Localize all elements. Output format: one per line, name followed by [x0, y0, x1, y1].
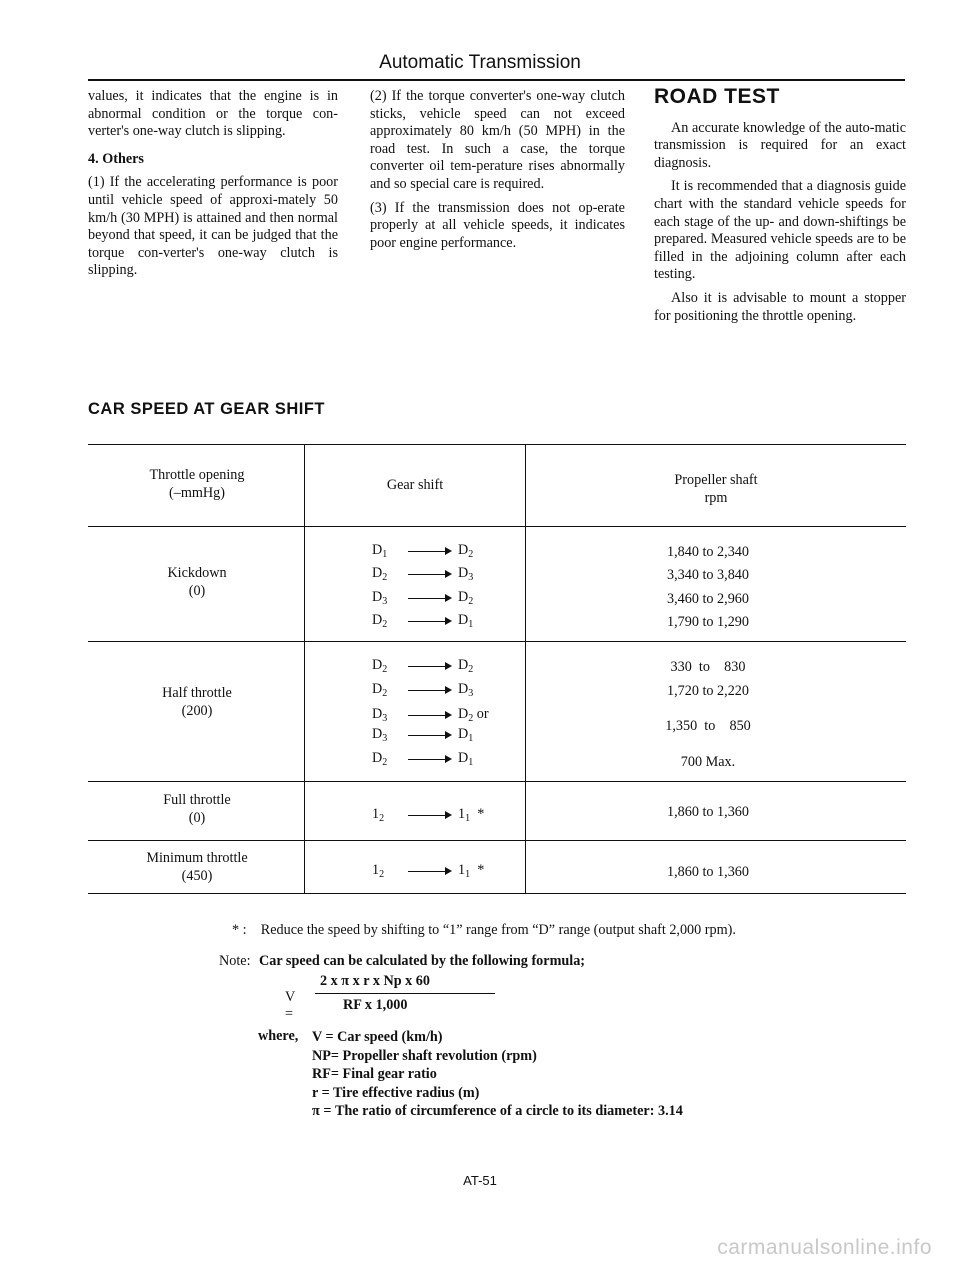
arrow-right-icon — [408, 569, 452, 579]
gear-shift-row: $D_3$ $D_1$ — [372, 726, 474, 744]
header-propeller-rpm — [527, 471, 905, 507]
table-divider-2 — [525, 444, 526, 893]
gear-shift-row: $1_2$ $1_1$ * — [372, 806, 485, 824]
paragraph-continuation: values, it indicates that the engine is in abnormal condition or the torque con-verter's one-way clutch is slipping. — [88, 88, 338, 140]
table-divider-1 — [304, 444, 305, 893]
arrow-right-icon — [408, 866, 452, 876]
gear-shift-row: $D_2$ $D_2$ — [372, 657, 474, 675]
group-name: Minimum throttle — [146, 850, 248, 866]
table-rule-bottom — [88, 893, 906, 894]
group-value: (200) — [181, 703, 213, 719]
rpm-value: 1,350 to 850 — [665, 718, 751, 734]
group-minimum-throttle — [92, 849, 302, 885]
gear-shift-row: $1_2$ $1_1$ * — [372, 862, 485, 880]
rpm-value: 3,340 to 3,840 — [667, 567, 749, 583]
table-rule-1 — [88, 641, 906, 642]
paragraph-others-1: (1) If the accelerating performance is poor until vehicle speed of approxi-mately 50 km/h (30 MPH) is attained and then normal beyond that speed, it can be judged that the torque con-verter's one-way clutch is slipping. — [88, 174, 338, 279]
gear-shift-row: $D_3$ $D_2$ or — [372, 706, 489, 724]
group-value: (0) — [188, 583, 206, 599]
group-value: (450) — [181, 868, 213, 884]
arrow-right-icon — [408, 661, 452, 671]
gear-shift-row: $D_2$ $D_1$ — [372, 750, 474, 768]
header-gear-shift: Gear shift — [386, 477, 444, 493]
rpm-value: 700 Max. — [680, 754, 736, 770]
arrow-right-icon — [408, 710, 452, 720]
formula-fraction-bar — [315, 993, 495, 994]
formula-denominator: RF x 1,000 — [343, 997, 408, 1013]
group-full-throttle — [92, 791, 302, 827]
asterisk-mark: * — [477, 806, 485, 822]
paragraph-others-2: (2) If the torque converter's one-way clutch sticks, vehicle speed can not exceed approximately 80 km/h (50 MPH) in the road test. In such a case, the torque converter oil tem-perature rises abnormally and so special care is required. — [370, 88, 625, 192]
note-text: Car speed can be calculated by the following formula; — [259, 953, 586, 969]
rpm-value: 3,460 to 2,960 — [667, 591, 749, 607]
where-label: where, — [258, 1028, 299, 1044]
group-name: Full throttle — [163, 792, 231, 808]
asterisk-mark: * — [477, 862, 485, 878]
arrow-right-icon — [408, 593, 452, 603]
gear-shift-row: $D_2$ $D_1$ — [372, 612, 474, 630]
definition-line: RF= Final gear ratio — [312, 1066, 437, 1082]
table-rule-header — [88, 526, 906, 527]
page-number: AT-51 — [463, 1173, 497, 1188]
column-middle — [370, 88, 625, 258]
arrow-right-icon — [408, 616, 452, 626]
road-test-title: ROAD TEST — [654, 85, 780, 108]
gear-shift-row: $D_2$ $D_3$ — [372, 565, 474, 583]
definition-line: π = The ratio of circumference of a circle to its diameter: 3.14 — [312, 1103, 683, 1119]
definition-line: NP= Propeller shaft revolution (rpm) — [312, 1047, 537, 1064]
group-value: (0) — [188, 810, 206, 826]
road-test-paragraph-1: An accurate knowledge of the auto-matic transmission is required for an exact diagnosis. — [654, 119, 906, 171]
rpm-value: 1,790 to 1,290 — [667, 614, 749, 630]
column-left — [88, 88, 338, 286]
gear-shift-row: $D_1$ $D_2$ — [372, 542, 474, 560]
rpm-value: 1,860 to 1,360 — [667, 804, 749, 820]
group-name: Half throttle — [162, 685, 232, 701]
paragraph-others-3: (3) If the transmission does not op-erate properly at all vehicle speeds, it indicates poor engine performance. — [370, 199, 625, 251]
header-throttle-line1: Throttle opening — [149, 467, 245, 483]
formula-numerator: 2 x π x r x Np x 60 — [320, 973, 430, 989]
gear-shift-row: $D_3$ $D_2$ — [372, 589, 474, 607]
road-test-paragraph-2: It is recommended that a diagnosis guide chart with the standard vehicle speeds for each stage of the up- and down-shiftings be prepared. Measured vehicle speeds are to be filled in the adjoining column after each testing. — [654, 178, 906, 283]
section-title-car-speed: CAR SPEED AT GEAR SHIFT — [88, 400, 326, 418]
arrow-right-icon — [408, 754, 452, 764]
group-kickdown — [92, 564, 302, 600]
formula-lhs: V = — [285, 989, 295, 1022]
rpm-value: 1,860 to 1,360 — [667, 864, 749, 880]
column-right — [654, 85, 906, 331]
gear-shift-row: $D_2$ $D_3$ — [372, 681, 474, 699]
table-rule-top — [88, 444, 906, 445]
formula-definitions — [312, 1028, 683, 1121]
table-rule-3 — [88, 840, 906, 841]
asterisk-footnote — [232, 922, 736, 939]
header-throttle — [92, 466, 302, 502]
header-throttle-line2: (–mmHg) — [169, 485, 225, 501]
group-name: Kickdown — [167, 565, 227, 581]
group-half-throttle — [92, 684, 302, 720]
arrow-right-icon — [408, 685, 452, 695]
subheading-others: 4. Others — [88, 150, 144, 167]
header-rpm-line2: rpm — [704, 490, 728, 506]
site-watermark: carmanualsonline.info — [717, 1236, 932, 1259]
note-label: Note: — [219, 953, 251, 969]
or-word: or — [476, 706, 489, 722]
arrow-right-icon — [408, 730, 452, 740]
footnote-text: Reduce the speed by shifting to “1” range from “D” range (output shaft 2,000 rpm). — [260, 922, 736, 938]
rpm-value: 1,720 to 2,220 — [667, 683, 749, 699]
rpm-value: 1,840 to 2,340 — [667, 544, 749, 560]
footnote-label: * : — [232, 922, 247, 938]
definition-line: V = Car speed (km/h) — [312, 1029, 443, 1045]
header-rpm-line1: Propeller shaft — [674, 472, 758, 488]
rpm-value: 330 to 830 — [670, 659, 746, 675]
definition-line: r = Tire effective radius (m) — [312, 1084, 480, 1101]
arrow-right-icon — [408, 546, 452, 556]
arrow-right-icon — [408, 810, 452, 820]
header-rule — [88, 79, 905, 81]
table-rule-2 — [88, 781, 906, 782]
road-test-paragraph-3: Also it is advisable to mount a stopper for positioning the throttle opening. — [654, 289, 906, 324]
page-header-title: Automatic Transmission — [379, 52, 581, 73]
